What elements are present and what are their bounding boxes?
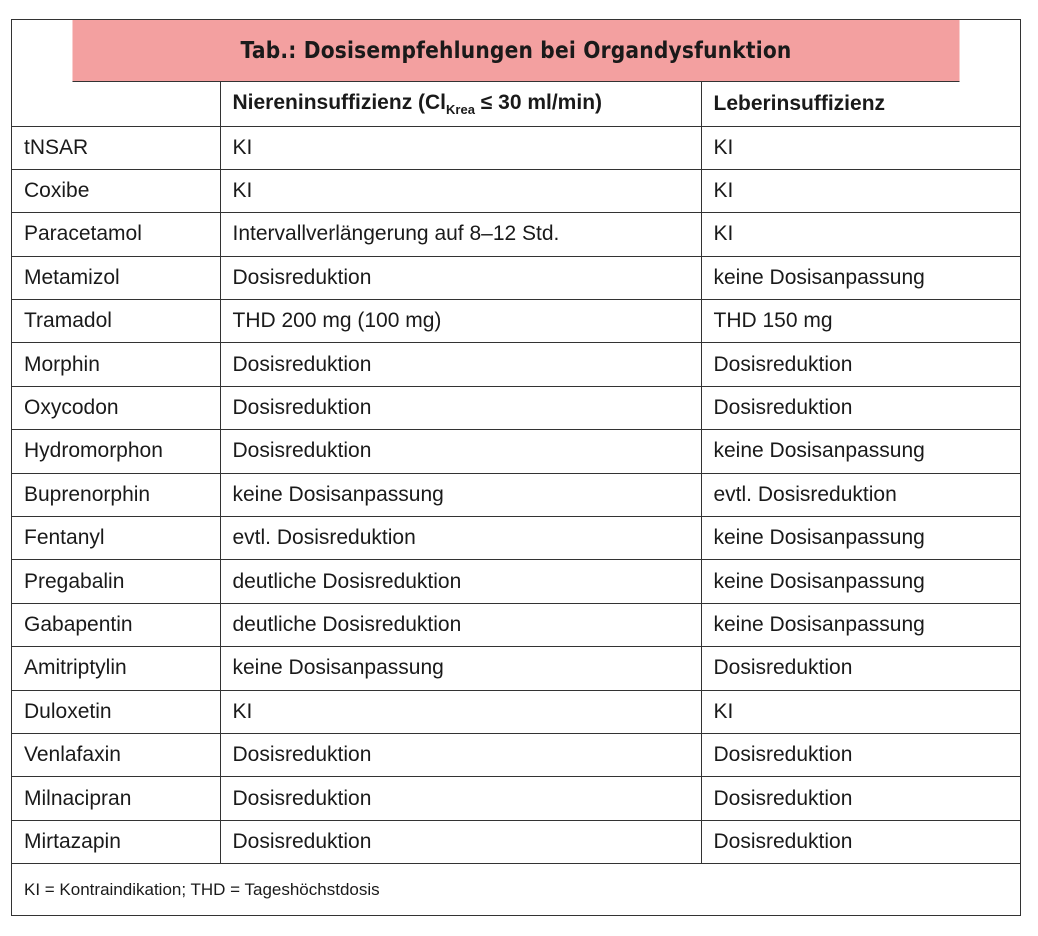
cell-drug: tNSAR <box>12 126 220 169</box>
cell-liver: keine Dosisanpassung <box>701 517 1020 560</box>
cell-drug: Duloxetin <box>12 690 220 733</box>
cell-liver: keine Dosisanpassung <box>701 430 1020 473</box>
cell-kidney: keine Dosisanpassung <box>220 473 701 516</box>
cell-liver: Dosisreduktion <box>701 386 1020 429</box>
table-row <box>12 473 1020 516</box>
cell-kidney: THD 200 mg (100 mg) <box>220 300 701 343</box>
cell-drug: Paracetamol <box>12 213 220 256</box>
table-row <box>12 430 1020 473</box>
table-row <box>12 690 1020 733</box>
header-row <box>12 82 1020 126</box>
cell-liver: KI <box>701 213 1020 256</box>
table-row <box>12 169 1020 212</box>
table-title: Tab.: Dosisempfehlungen bei Organdysfunktion <box>72 20 959 82</box>
cell-liver: Dosisreduktion <box>701 343 1020 386</box>
cell-liver: Dosisreduktion <box>701 647 1020 690</box>
cell-kidney: Dosisreduktion <box>220 733 701 776</box>
cell-liver: Dosisreduktion <box>701 820 1020 863</box>
table-row <box>12 517 1020 560</box>
cell-drug: Tramadol <box>12 300 220 343</box>
table-row <box>12 343 1020 386</box>
table-row <box>12 126 1020 169</box>
cell-liver: KI <box>701 169 1020 212</box>
table-row <box>12 820 1020 863</box>
cell-kidney: evtl. Dosisreduktion <box>220 517 701 560</box>
cell-kidney: deutliche Dosisreduktion <box>220 603 701 646</box>
cell-liver: keine Dosisanpassung <box>701 256 1020 299</box>
cell-drug: Venlafaxin <box>12 733 220 776</box>
cell-liver: Dosisreduktion <box>701 777 1020 820</box>
table-row <box>12 300 1020 343</box>
cell-drug: Buprenorphin <box>12 473 220 516</box>
cell-liver: keine Dosisanpassung <box>701 603 1020 646</box>
cell-drug: Fentanyl <box>12 517 220 560</box>
table-row <box>12 733 1020 776</box>
table-row <box>12 256 1020 299</box>
cell-kidney: keine Dosisanpassung <box>220 647 701 690</box>
table-grid <box>12 82 1020 864</box>
cell-drug: Pregabalin <box>12 560 220 603</box>
cell-kidney: Dosisreduktion <box>220 386 701 429</box>
cell-drug: Oxycodon <box>12 386 220 429</box>
cell-liver: THD 150 mg <box>701 300 1020 343</box>
header-kidney <box>220 82 701 126</box>
cell-kidney: KI <box>220 169 701 212</box>
cell-liver: KI <box>701 690 1020 733</box>
cell-drug: Hydromorphon <box>12 430 220 473</box>
cell-drug: Coxibe <box>12 169 220 212</box>
table-row <box>12 647 1020 690</box>
cell-kidney: Intervallverlängerung auf 8–12 Std. <box>220 213 701 256</box>
cell-kidney: deutliche Dosisreduktion <box>220 560 701 603</box>
cell-liver: keine Dosisanpassung <box>701 560 1020 603</box>
header-kidney-sub: Krea <box>446 101 475 117</box>
cell-liver: Dosisreduktion <box>701 733 1020 776</box>
table-row <box>12 560 1020 603</box>
cell-kidney: Dosisreduktion <box>220 777 701 820</box>
header-drug <box>12 82 220 126</box>
table-row <box>12 213 1020 256</box>
cell-drug: Morphin <box>12 343 220 386</box>
cell-liver: evtl. Dosisreduktion <box>701 473 1020 516</box>
header-liver: Leberinsuffizienz <box>701 82 1020 126</box>
footnote: KI = Kontraindikation; THD = Tageshöchstdosis <box>24 879 380 899</box>
cell-kidney: Dosisreduktion <box>220 343 701 386</box>
header-kidney-rest: ≤ 30 ml/min) <box>474 90 603 114</box>
cell-kidney: Dosisreduktion <box>220 430 701 473</box>
dosage-table <box>11 19 1021 916</box>
table-row <box>12 603 1020 646</box>
cell-drug: Mirtazapin <box>12 820 220 863</box>
cell-kidney: KI <box>220 690 701 733</box>
cell-drug: Metamizol <box>12 256 220 299</box>
cell-drug: Milnacipran <box>12 777 220 820</box>
cell-kidney: KI <box>220 126 701 169</box>
table-row <box>12 386 1020 429</box>
cell-drug: Gabapentin <box>12 603 220 646</box>
cell-drug: Amitriptylin <box>12 647 220 690</box>
cell-kidney: Dosisreduktion <box>220 820 701 863</box>
table-row <box>12 777 1020 820</box>
cell-kidney: Dosisreduktion <box>220 256 701 299</box>
cell-liver: KI <box>701 126 1020 169</box>
header-kidney-main: Niereninsuffizienz (Cl <box>232 90 447 114</box>
